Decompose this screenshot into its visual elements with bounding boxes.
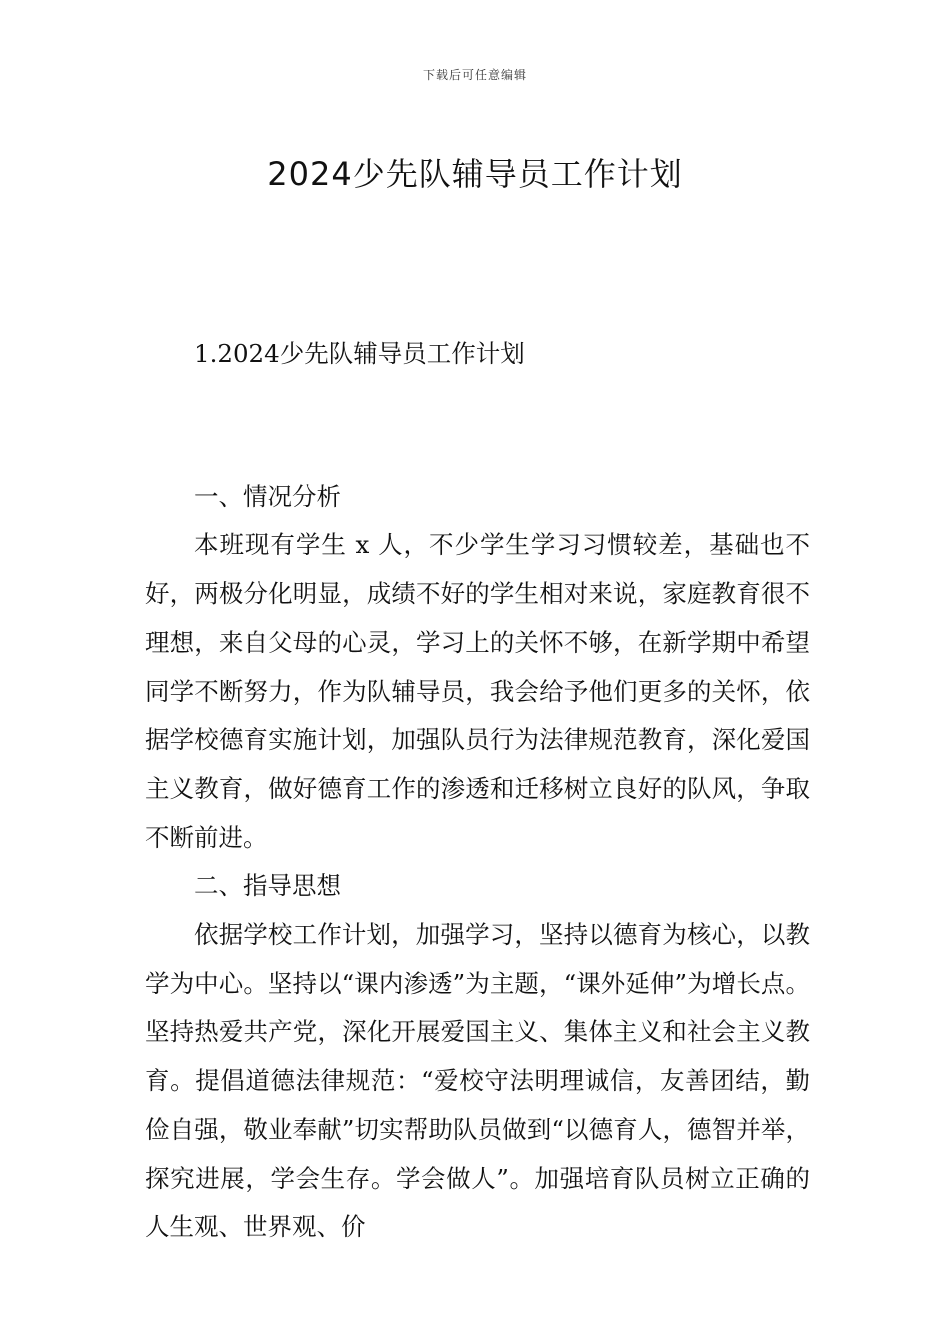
section-paragraph-situation-analysis: 本班现有学生 x 人，不少学生学习习惯较差，基础也不好，两极分化明显，成绩不好的学生相对来说，家庭教育很不理想，来自父母的心灵，学习上的关怀不够，在新学期中希望同学不断努力，作为队辅导员，我会给予他们更多的关怀，依据学校德育实施计划，加强队员行为法律规范教育，深化爱国主义教育，做好德育工作的渗透和迁移树立良好的队风，争取不断前进。 (145, 530, 810, 852)
section-heading-guiding-ideology: 二、指导思想 (194, 871, 341, 901)
section-heading-situation-analysis: 一、情况分析 (194, 481, 341, 511)
document-title: 2024少先队辅导员工作计划 (267, 155, 683, 194)
document-subtitle: 1.2024少先队辅导员工作计划 (194, 339, 525, 368)
document-body (145, 330, 810, 1252)
section-paragraph-guiding-ideology: 依据学校工作计划，加强学习，坚持以德育为核心，以教学为中心。坚持以“课内渗透”为主题，“课外延伸”为增长点。坚持热爱共产党，深化开展爱国主义、集体主义和社会主义教育。提倡道德法律规范：“爱校守法明理诚信，友善团结，勤俭自强，敬业奉献”切实帮助队员做到“以德育人，德智并举，探究进展，学会生存。学会做人”。加强培育队员树立正确的人生观、世界观、价 (145, 920, 810, 1242)
spacer (145, 425, 810, 473)
spacer (145, 379, 810, 425)
page-header-note: 下载后可任意编辑 (422, 68, 527, 82)
